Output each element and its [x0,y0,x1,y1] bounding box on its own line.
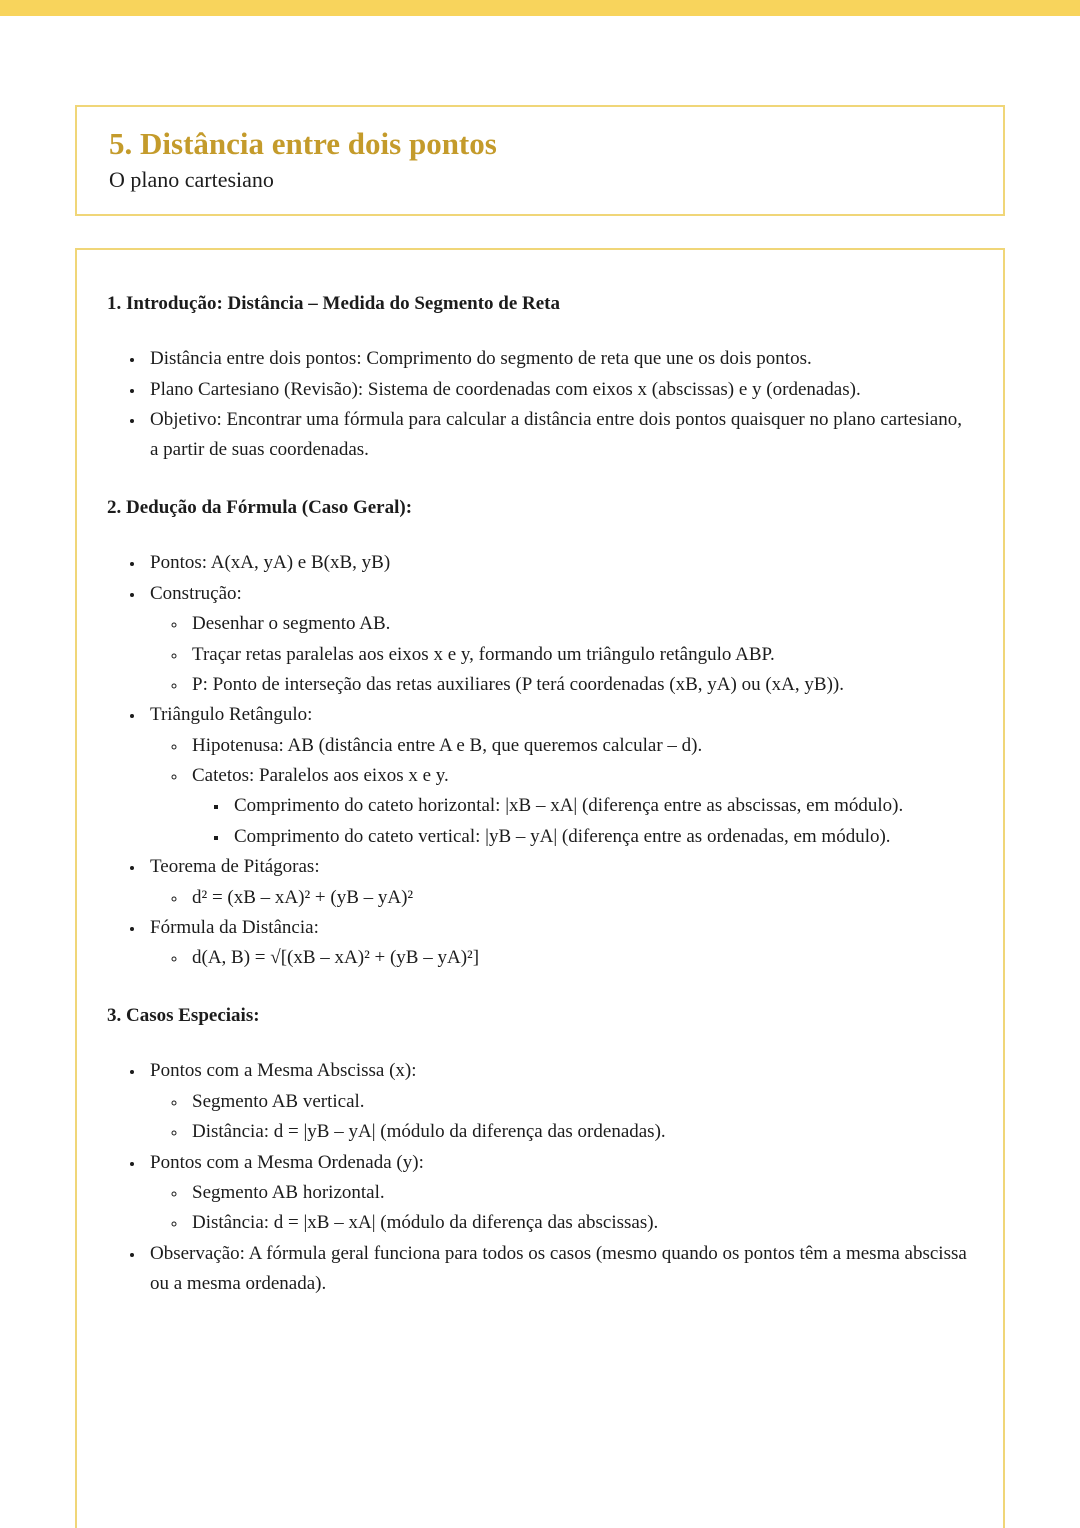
bullet-list-level-2 [150,731,973,853]
bullet-list-level-3 [192,791,973,852]
list-item: ◦ P: Ponto de interseção das retas auxiliares (P terá coordenadas (xB, yA) ou (xA, yB)). [187,670,973,700]
list-item: • Fórmula da Distância: ◦ d(A, B) = √[(xB – xA)² + (yB – yA)²] [145,913,973,974]
list-item: ◦ d² = (xB – xA)² + (yB – yA)² [187,883,973,913]
list-item: • Construção: ◦ Desenhar o segmento AB. ◦ Traçar retas paralelas aos eixos x e y, formando um triângulo retângulo ABP. ◦ P: Ponto de interseção das retas auxiliares (P terá coordenadas (xB, yA) ou (xA, yB)). [145,579,973,701]
list-item: • Teorema de Pitágoras: ◦ d² = (xB – xA)² + (yB – yA)² [145,852,973,913]
list-item: • Triângulo Retângulo: ◦ Hipotenusa: AB (distância entre A e B, que queremos calcular – d). ◦ Catetos: Paralelos aos eixos x e y. ▪ Comprimento do cateto horizontal: |xB – xA| (diferença entre as abscissas, em módulo). ▪ Comprimento do cateto vertical: |yB – yA| (diferença entre as ordenadas, em módulo). [145,700,973,852]
bullet-list-level-2 [150,609,973,700]
section-heading: 2. Dedução da Fórmula (Caso Geral): [107,496,413,518]
bullet-list-level-1 [107,1056,973,1299]
bullet-list-level-2 [150,1087,973,1148]
list-item: ◦ Traçar retas paralelas aos eixos x e y, formando um triângulo retângulo ABP. [187,640,973,670]
list-item: • Plano Cartesiano (Revisão): Sistema de coordenadas com eixos x (abscissas) e y (ordenadas). [145,375,973,405]
page-title: 5. Distância entre dois pontos [109,126,497,161]
list-item: • Objetivo: Encontrar uma fórmula para calcular a distância entre dois pontos quaisquer no plano cartesiano, a partir de suas coordenadas. [145,405,973,466]
list-item: • Pontos com a Mesma Ordenada (y): ◦ Segmento AB horizontal. ◦ Distância: d = |xB – xA| (módulo da diferença das abscissas). [145,1148,973,1239]
list-item: • Observação: A fórmula geral funciona para todos os casos (mesmo quando os pontos têm a mesma abscissa ou a mesma ordenada). [145,1239,973,1300]
list-item: • Distância entre dois pontos: Comprimento do segmento de reta que une os dois pontos. [145,344,973,374]
list-item: • Pontos: A(xA, yA) e B(xB, yB) [145,548,973,578]
header-box [75,105,1005,216]
section-heading: 3. Casos Especiais: [107,1004,260,1026]
list-item: ◦ Catetos: Paralelos aos eixos x e y. ▪ Comprimento do cateto horizontal: |xB – xA| (diferença entre as abscissas, em módulo). ▪ Comprimento do cateto vertical: |yB – yA| (diferença entre as ordenadas, em módulo). [187,761,973,852]
list-item: ◦ Segmento AB horizontal. [187,1178,973,1208]
list-item: ◦ d(A, B) = √[(xB – xA)² + (yB – yA)²] [187,943,973,973]
list-item: ◦ Segmento AB vertical. [187,1087,973,1117]
content-box [75,248,1005,1528]
list-item: ▪ Comprimento do cateto vertical: |yB – yA| (diferença entre as ordenadas, em módulo). [229,822,973,852]
bullet-list-level-1 [107,548,973,973]
list-item: ◦ Desenhar o segmento AB. [187,609,973,639]
page-top-accent-bar [0,0,1080,16]
list-item: ▪ Comprimento do cateto horizontal: |xB – xA| (diferença entre as abscissas, em módulo). [229,791,973,821]
bullet-list-level-2 [150,1178,973,1239]
sections-container [107,290,973,1300]
page-subtitle: O plano cartesiano [109,167,274,193]
list-item: ◦ Distância: d = |yB – yA| (módulo da diferença das ordenadas). [187,1117,973,1147]
bullet-list-level-1 [107,344,973,466]
section-heading: 1. Introdução: Distância – Medida do Segmento de Reta [107,292,561,314]
list-item: ◦ Distância: d = |xB – xA| (módulo da diferença das abscissas). [187,1208,973,1238]
list-item: ◦ Hipotenusa: AB (distância entre A e B, que queremos calcular – d). [187,731,973,761]
bullet-list-level-2 [150,943,973,973]
list-item: • Pontos com a Mesma Abscissa (x): ◦ Segmento AB vertical. ◦ Distância: d = |yB – yA| (módulo da diferença das ordenadas). [145,1056,973,1147]
bullet-list-level-2 [150,883,973,913]
